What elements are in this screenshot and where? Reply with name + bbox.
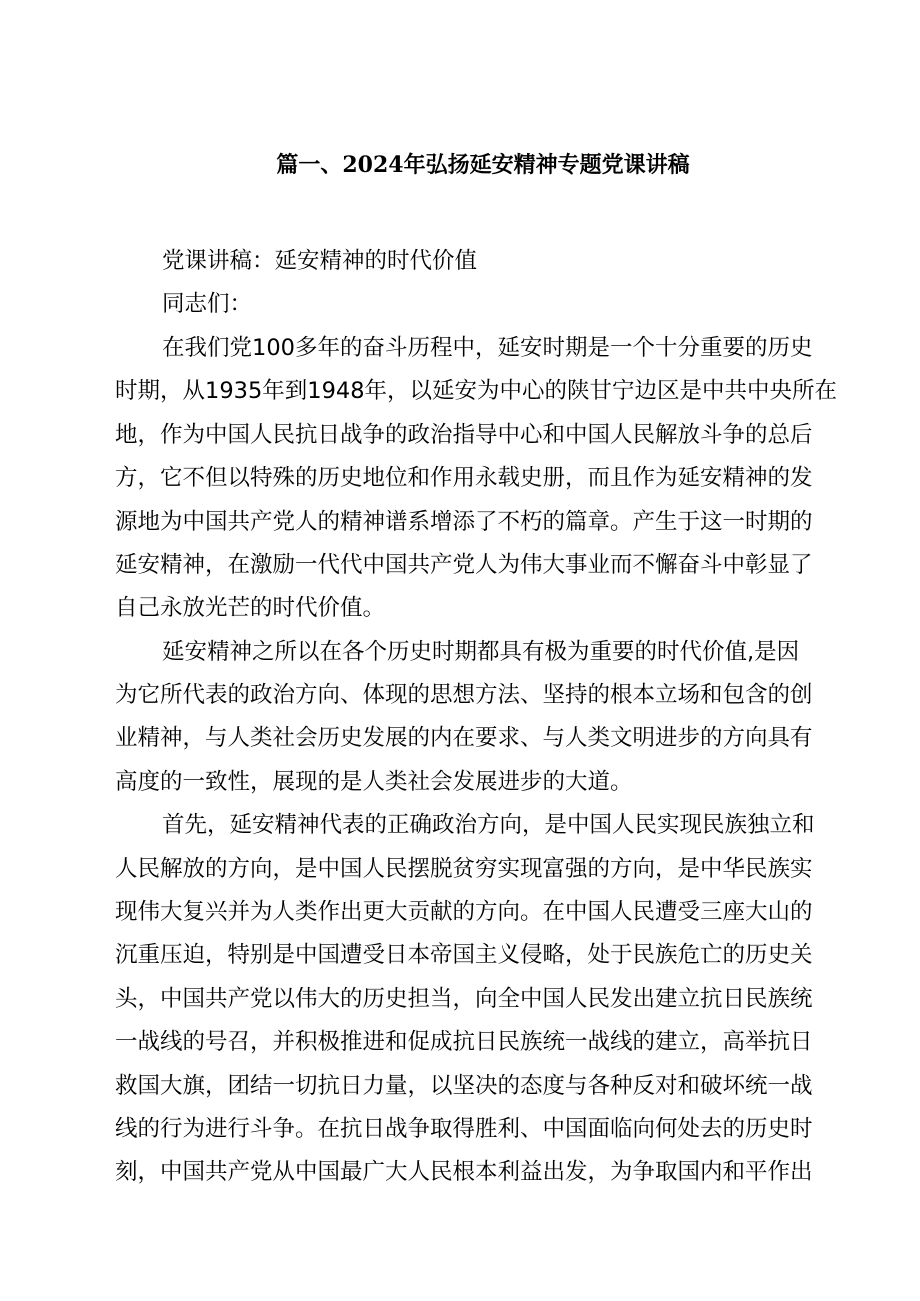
paragraph-line: 地，作为中国人民抗日战争的政治指导中心和中国人民解放斗争的总后 bbox=[115, 422, 813, 448]
paragraph-line: 刻，中国共产党从中国最广大人民根本利益出发，为争取国内和平作出 bbox=[115, 1159, 813, 1185]
paragraph-line: 源地为中国共产党人的精神谱系增添了不朽的篇章。产生于这一时期的 bbox=[115, 509, 813, 535]
paragraph-line: 救国大旗，团结一切抗日力量，以坚决的态度与各种反对和破坏统一战 bbox=[115, 1073, 813, 1099]
paragraph-line: 沉重压迫，特别是中国遭受日本帝国主义侵略，处于民族危亡的历史关 bbox=[115, 942, 813, 968]
paragraph-line: 头，中国共产党以伟大的历史担当，向全中国人民发出建立抗日民族统 bbox=[115, 986, 813, 1012]
paragraph-line: 首先，延安精神代表的正确政治方向，是中国人民实现民族独立和 bbox=[162, 812, 815, 838]
paragraph-line: 方，它不但以特殊的历史地位和作用永载史册，而且作为延安精神的发 bbox=[115, 465, 813, 491]
document-title: 篇一、2024年弘扬延安精神专题党课讲稿 bbox=[276, 152, 690, 178]
paragraph-line: 时期，从1935年到1948年，以延安为中心的陕甘宁边区是中共中央所在 bbox=[115, 378, 838, 404]
paragraph-line: 延安精神之所以在各个历史时期都具有极为重要的时代价值,是因 bbox=[162, 639, 800, 665]
salutation-line: 同志们： bbox=[162, 291, 253, 317]
paragraph-line: 在我们党100多年的奋斗历程中，延安时期是一个十分重要的历史 bbox=[162, 335, 813, 361]
paragraph-line: 一战线的号召，并积极推进和促成抗日民族统一战线的建立，高举抗日 bbox=[115, 1029, 813, 1055]
paragraph-line: 业精神，与人类社会历史发展的内在要求、与人类文明进步的方向具有 bbox=[115, 725, 813, 751]
paragraph-line: 高度的一致性，展现的是人类社会发展进步的大道。 bbox=[115, 769, 633, 795]
paragraph-line: 延安精神，在激励一代代中国共产党人为伟大事业而不懈奋斗中彰显了 bbox=[115, 552, 813, 578]
paragraph-line: 线的行为进行斗争。在抗日战争取得胜利、中国面临向何处去的历史时 bbox=[115, 1116, 813, 1142]
paragraph-line: 自己永放光芒的时代价值。 bbox=[115, 595, 386, 621]
paragraph-line: 为它所代表的政治方向、体现的思想方法、坚持的根本立场和包含的创 bbox=[115, 682, 813, 708]
paragraph-line: 人民解放的方向，是中国人民摆脱贫穷实现富强的方向，是中华民族实 bbox=[115, 856, 813, 882]
paragraph-line: 现伟大复兴并为人类作出更大贡献的方向。在中国人民遭受三座大山的 bbox=[115, 899, 813, 925]
subtitle-line: 党课讲稿：延安精神的时代价值 bbox=[162, 248, 478, 274]
